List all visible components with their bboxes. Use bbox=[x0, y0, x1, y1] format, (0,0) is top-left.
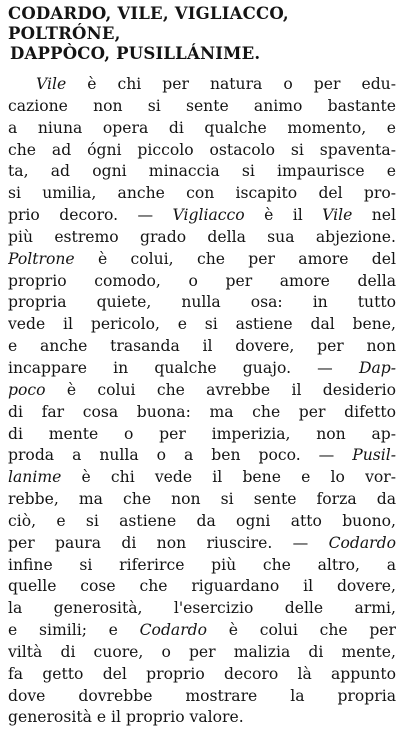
entry-body bbox=[8, 74, 396, 729]
text-run: viltà di cuore, o per malizia di mente, bbox=[8, 642, 396, 661]
text-run: dove dovrebbe mostrare la propria bbox=[8, 686, 396, 705]
italic-term: Codardo bbox=[328, 533, 396, 552]
text-run: rebbe, ma che non si sente forza da bbox=[8, 490, 396, 509]
text-run: incappare in qualche guajo. — bbox=[8, 358, 359, 377]
text-line bbox=[8, 533, 396, 555]
text-line bbox=[8, 336, 396, 358]
text-run: prio decoro. — bbox=[8, 206, 173, 225]
text-line bbox=[8, 227, 396, 249]
text-line bbox=[8, 489, 396, 511]
text-run: per paura di non riuscire. — bbox=[8, 533, 329, 552]
text-run: di far cosa buona: ma che per difetto bbox=[8, 402, 396, 421]
text-run: è il bbox=[244, 206, 323, 225]
italic-term: Vile bbox=[322, 206, 353, 225]
text-line bbox=[8, 642, 396, 664]
text-run: propria quiete, nulla osa: in tutto bbox=[8, 293, 396, 312]
text-line bbox=[8, 686, 396, 708]
text-run: proda a nulla o a ben poco. — bbox=[8, 446, 353, 465]
text-run: è chi per natura o per edu- bbox=[66, 75, 396, 93]
text-run: ta, ad ogni minaccia si impaurisce e bbox=[8, 162, 396, 181]
text-run: la generosità, l'esercizio delle armi, bbox=[8, 599, 396, 618]
text-line bbox=[8, 74, 396, 96]
text-run: infine si riferirce più che altro, a bbox=[8, 555, 396, 574]
italic-term: Vile bbox=[36, 75, 67, 93]
italic-term: lanime bbox=[8, 468, 62, 487]
text-run: proprio comodo, o per amore della bbox=[8, 271, 396, 290]
text-run: a niuna opera di qualche momento, e bbox=[8, 118, 396, 137]
text-line bbox=[8, 292, 396, 314]
text-line bbox=[8, 358, 396, 380]
entry-heading-line-1: CODARDO, VILE, VIGLIACCO, POLTRÓNE, bbox=[8, 4, 289, 43]
italic-term: Dap- bbox=[358, 358, 396, 377]
text-run: è colui che per bbox=[207, 621, 396, 640]
italic-term: Pusil- bbox=[352, 446, 396, 465]
text-run: si umilia, anche con iscapito del pro- bbox=[8, 184, 396, 203]
text-run: è colui che avrebbe il desiderio bbox=[45, 380, 396, 399]
text-line bbox=[8, 664, 396, 686]
text-line bbox=[8, 96, 396, 118]
text-line bbox=[8, 402, 396, 424]
text-line bbox=[8, 555, 396, 577]
text-line bbox=[8, 161, 396, 183]
text-line bbox=[8, 380, 396, 402]
text-run: e simili; e bbox=[8, 621, 140, 640]
text-line bbox=[8, 576, 396, 598]
text-line bbox=[8, 620, 396, 642]
text-run: che ad ógni piccolo ostacolo si spaventa- bbox=[8, 140, 396, 159]
text-run: più estremo grado della sua abjezione. bbox=[8, 227, 396, 246]
text-run: è colui, che per amore del bbox=[74, 249, 396, 268]
text-line bbox=[8, 118, 396, 140]
text-line bbox=[8, 183, 396, 205]
text-run: di mente o per imperizia, non ap- bbox=[8, 424, 396, 443]
text-run: è chi vede il bene e lo vor- bbox=[61, 468, 396, 487]
text-run: e anche trasanda il dovere, per non bbox=[8, 337, 396, 356]
text-line bbox=[8, 140, 396, 162]
text-line bbox=[8, 314, 396, 336]
text-run: nel bbox=[352, 206, 396, 225]
text-line bbox=[8, 424, 396, 446]
italic-term: poco bbox=[8, 380, 46, 399]
entry-heading-line-2: DAPPÒCO, PUSILLÁNIME. bbox=[10, 44, 261, 63]
text-line bbox=[8, 707, 396, 729]
text-line bbox=[8, 271, 396, 293]
italic-term: Vigliacco bbox=[172, 206, 245, 225]
text-run: fa getto del proprio decoro là appunto bbox=[8, 664, 396, 683]
text-run: ciò, e si astiene da ogni atto buono, bbox=[8, 511, 396, 530]
text-run: generosità e il proprio valore. bbox=[8, 708, 244, 727]
text-line bbox=[8, 445, 396, 467]
italic-term: Codardo bbox=[139, 621, 208, 640]
text-line bbox=[8, 249, 396, 271]
text-line bbox=[8, 511, 396, 533]
text-line bbox=[8, 467, 396, 489]
text-line bbox=[8, 205, 396, 227]
text-run: vede il pericolo, e si astiene dal bene, bbox=[8, 315, 396, 334]
text-line bbox=[8, 598, 396, 620]
text-run: quelle cose che riguardano il dovere, bbox=[8, 577, 396, 596]
entry-heading bbox=[8, 4, 396, 64]
text-run: cazione non si sente animo bastante bbox=[8, 96, 396, 115]
italic-term: Poltrone bbox=[8, 249, 75, 268]
